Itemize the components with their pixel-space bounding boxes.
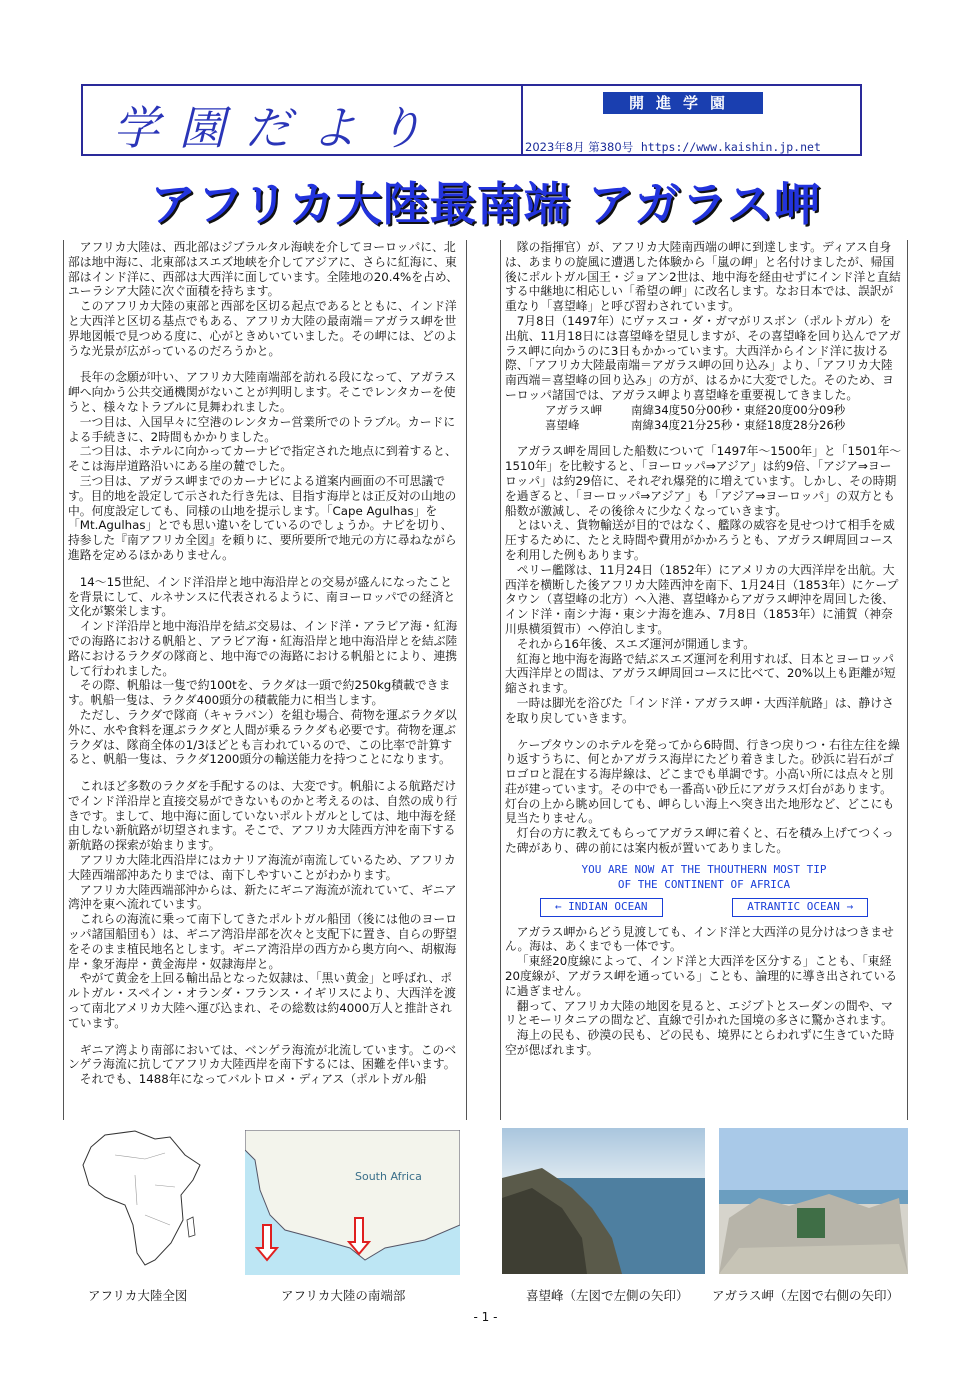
masthead-divider bbox=[521, 86, 523, 154]
paragraph: アガラス岬を周回した船数について「1497年～1500年」と「1501年～1510年」を比較すると、「ヨーロッパ⇒アジア」は約9倍、「アジア⇒ヨーロッパ」は約29倍に、それぞれ爆発的に増えています。しかし、その時期を過ぎると、「ヨーロッパ⇒アジア」も「アジア⇒ヨーロッパ」の双方とも船数が激減し、その後徐々に少なくなっていきます。 bbox=[505, 444, 902, 518]
paragraph: ただし、ラクダで隊商（キャラバン）を組む場合、荷物を運ぶラクダ以外に、水や食料を運ぶラクダと人間が乗るラクダも必要です。荷物を運ぶラクダは、隊商全体の1/3ほどとも言われているので、この比率で計算すると、帆船一隻は、ラクダ1200頭分の輸送能力を持つことになります。 bbox=[68, 707, 457, 767]
paragraph: アフリカ大陸西端部沖からは、新たにギニア海流が流れていて、ギニア湾沖を東へ流れています。 bbox=[68, 882, 457, 912]
paragraph: とはいえ、貨物輸送が目的ではなく、艦隊の威容を見せつけて相手を威圧するために、たとえ時間や費用がかかろうとも、アガラス岬周回コースを利用した例もあります。 bbox=[505, 518, 895, 562]
sign-text bbox=[505, 862, 903, 892]
school-name: 開進学園 bbox=[603, 92, 763, 114]
paragraph: 海上の民も、砂漠の民も、どの民も、境界にとらわれずに生きていた時空が偲ばれます。 bbox=[505, 1028, 895, 1058]
coordinate-row bbox=[545, 418, 903, 433]
paragraph-gap bbox=[505, 432, 903, 444]
coordinates bbox=[545, 403, 903, 433]
coordinate-value: 南緯34度50分00秒・東経20度00分09秒 bbox=[631, 402, 846, 417]
atlantic-ocean-label: ATRANTIC OCEAN → bbox=[732, 898, 868, 917]
site-url[interactable]: https://www.kaishin.jp.net bbox=[640, 140, 821, 154]
indian-ocean-label: ← INDIAN OCEAN bbox=[540, 898, 663, 917]
paragraph-gap bbox=[68, 767, 462, 779]
page-number: - 1 - bbox=[473, 1310, 498, 1324]
paragraph: 紅海と地中海を海路で結ぶスエズ運河を利用すれば、日本とヨーロッパ大西洋岸との間は、アガラス岬周回コースに比べて、20%以上も距離が短縮されます。 bbox=[505, 651, 896, 696]
caption-cape-photo: 喜望峰（左図で左側の矢印） bbox=[526, 1288, 689, 1303]
paragraph: アガラス岬からどう見渡しても、インド洋と大西洋の見分けはつきません。海は、あくまでも一体です。 bbox=[505, 924, 894, 954]
right-column bbox=[500, 240, 908, 1120]
paragraph: アフリカ大陸北西沿岸にはカナリア海流が南流しているため、アフリカ大陸西端部沖あたりまでは、南下しやすいことがわかります。 bbox=[68, 853, 456, 882]
coordinate-row bbox=[545, 403, 903, 418]
cape-of-good-hope-photo bbox=[502, 1128, 705, 1274]
issue-number: 2023年8月 第380号 bbox=[525, 140, 634, 154]
paragraph: それから16年後、スエズ運河が開通します。 bbox=[516, 636, 756, 651]
paragraph: これほど多数のラクダを手配するのは、大変です。帆船による航路だけでインド洋沿岸と直接交易ができないものかと考えるのは、自然の成り行きです。まして、地中海に面していないポルトガルとしては、地中海を経由しない新航路が切望されます。そこで、アフリカ大陸西方沖を南下する新航路の探索が始まります。 bbox=[68, 779, 458, 853]
paragraph: 二つ目は、ホテルに向かってカーナビで指定された地点に到着すると、そこは海岸道路沿いにある崖の麓でした。 bbox=[68, 444, 457, 474]
paragraph: 一つ目は、入国早々に空港のレンタカー営業所でのトラブル。カードによる手続きに、2時間もかかりました。 bbox=[68, 414, 456, 444]
sign-line-2: OF THE CONTINENT OF AFRICA bbox=[617, 877, 791, 891]
paragraph: ギニア湾より南部においては、ベンゲラ海流が北流しています。このベンゲラ海流に抗してアフリカ大陸西岸を南下するには、困難を伴います。 bbox=[68, 1042, 457, 1072]
masthead bbox=[81, 84, 862, 156]
issue-info bbox=[525, 139, 821, 155]
paragraph: これらの海流に乗って南下してきたポルトガル船団（後には他のヨーロッパ諸国船団も）は、ギニア湾沿岸部を次々と支配下に置き、自らの野望をそのまま植民地名とします。ギニア湾沿岸の西方から奥方向へ、胡椒海岸・象牙海岸・黄金海岸・奴隷海岸と。 bbox=[68, 912, 457, 971]
paragraph: ケープタウンのホテルを発ってから6時間、行きつ戻りつ・右往左往を繰り返すうちに、何とかアガラス海岸にたどり着きました。砂浜に岩石がゴロゴロと混在する海岸線は、どこまでも単調です。小高い所には点々と別荘が建っています。その中でも一番高い砂丘にアガラス灯台があります。灯台の上から眺め回しても、岬らしい海上へ突き出た地形など、どこにも見当たりません。 bbox=[505, 737, 900, 826]
caption-south-africa-map: アフリカ大陸の南端部 bbox=[281, 1288, 406, 1303]
caption-africa-map: アフリカ大陸全図 bbox=[88, 1288, 188, 1303]
ocean-labels bbox=[505, 898, 903, 917]
caption-agulhas-photo: アガラス岬（左図で右側の矢印） bbox=[712, 1288, 900, 1303]
paragraph: その際、帆船は一隻で約100tを、ラクダは一頭で約250kg積載できます。帆船一隻は、ラクダ400頭分の積載能力に相当します。 bbox=[68, 678, 451, 708]
paragraph: それでも、1488年になってバルトロメ・ディアス（ポルトガル船 bbox=[79, 1072, 427, 1087]
map-region-label: South Africa bbox=[355, 1170, 422, 1183]
masthead-title: 学園だより bbox=[113, 101, 443, 155]
paragraph-gap bbox=[68, 1031, 462, 1043]
paragraph: 7月8日（1497年）にヴァスコ・ダ・ガマがリスボン（ポルトガル）を出航、11月18日には喜望峰を望見しますが、その喜望峰を回り込んでアガラス岬に向かうのに3日もかかっています。大西洋からインド洋に抜ける際、「アフリカ大陸最南端＝アガラス岬の回り込み」より、「アフリカ大陸南西端＝喜望峰の回り込み」の方が、はるかに大変でした。そのため、ヨーロッパ諸国では、アガラス岬より喜望峰を重要視してきました。 bbox=[505, 313, 901, 402]
paragraph: このアフリカ大陸の東部と西部を区切る起点であるとともに、インド洋と大西洋と区切る基点でもある、アフリカ大陸の最南端＝アガラス岬を世界地図帳で見つめる度に、心がときめいていました。その岬には、どのような光景が広がっているのだろうかと。 bbox=[68, 299, 458, 358]
south-africa-map bbox=[245, 1130, 460, 1275]
paragraph: 翻って、アフリカ大陸の地図を見ると、エジプトとスーダンの間や、マリとモーリタニアの間など、直線で引かれた国境の多さに驚かされます。 bbox=[505, 998, 893, 1028]
paragraph: 一時は脚光を浴びた「インド洋・アガラス岬・大西洋航路」は、静けさを取り戻していきます。 bbox=[505, 695, 894, 725]
paragraph: 14～15世紀、インド洋沿岸と地中海沿岸との交易が盛んになったことを背景にして、ルネサンスに代表されるように、南ヨーロッパでの経済と文化が繁栄します。 bbox=[68, 574, 456, 619]
sign-line-1: YOU ARE NOW AT THE THOUTHERN MOST TIP bbox=[581, 862, 827, 876]
paragraph: 長年の念願が叶い、アフリカ大陸南端部を訪れる段になって、アガラス岬へ向かう公共交通機関がないことが判明します。そこでレンタカーを使うと、様々なトラブルに見舞われました。 bbox=[68, 370, 457, 414]
paragraph-gap bbox=[505, 726, 903, 738]
cape-agulhas-photo bbox=[719, 1128, 908, 1274]
africa-outline-map bbox=[75, 1125, 215, 1275]
paragraph: 三つ目は、アガラス岬までのカーナビによる道案内画面の不可思議です。目的地を設定して示された行き先は、目指す海岸とは正反対の山地の中。何度設定しても、同様の山地を提示します。「Cape Agulhas」を「Mt.Agulhas」とでも思い違いをしているのでしょうか。ナビを切り、持参した『南アフリカ全図』を頼りに、要所要所で地元の方に尋ねながら進路を定めるほかありません。 bbox=[68, 473, 457, 562]
paragraph: 灯台の方に教えてもらってアガラス岬に着くと、石を積み上げてつくった碑があり、碑の前には案内板が置いてありました。 bbox=[505, 826, 894, 856]
paragraph-gap bbox=[68, 358, 462, 370]
paragraph: インド洋沿岸と地中海沿岸を結ぶ交易は、インド洋・アラビア海・紅海での海路における帆船と、アラビア海・紅海沿岸と地中海沿岸とを結ぶ陸路におけるラクダの隊商と、地中海での海路における帆船とにより、連携して行われました。 bbox=[68, 619, 458, 678]
headline: アフリカ大陸最南端 アガラス岬 bbox=[150, 177, 821, 231]
paragraph-gap bbox=[68, 563, 462, 575]
coordinate-place: 喜望峰 bbox=[545, 417, 580, 432]
paragraph: 「東経20度線によって、インド洋と大西洋を区分する」ことも、「東経20度線が、アガラス岬を通っている」ことも、論理的に導き出されているに過ぎません。 bbox=[505, 954, 898, 998]
paragraph: 隊の指揮官）が、アフリカ大陸南西端の岬に到達します。ディアス自身は、あまりの旋風に遭遇した体験から「嵐の岬」と名付けましたが、帰国後にポルトガル国王・ジョアン2世は、地中海を経由せずにインド洋と直結する中継地に相応しい「希望の岬」に改名します。なお日本では、誤訳が重なり「喜望峰」と呼び習わされています。 bbox=[505, 240, 901, 314]
coordinate-place: アガラス岬 bbox=[545, 402, 603, 417]
paragraph: ペリー艦隊は、11月24日（1852年）にアメリカの大西洋岸を出航。大西洋を横断した後アフリカ大陸西沖を南下、1月24日（1853年）にケープタウン（喜望峰の北方）へ入港、喜望峰からアガラス岬沖を周回した後、インド洋・南シナ海・東シナ海を進み、7月8日（1853年）に浦賀（神奈川県横須賀市）へ停泊します。 bbox=[505, 562, 899, 636]
paragraph: アフリカ大陸は、西北部はジブラルタル海峡を介してヨーロッパに、北部は地中海に、北東部はスエズ地峡を介してアジアに、さらに紅海に、東部はインド洋に、西部は大西洋に面しています。全陸地の20.4%を占め、ユーラシア大陸に次ぐ面積を持ちます。 bbox=[68, 240, 458, 299]
coordinate-value: 南緯34度21分25秒・東経18度28分26秒 bbox=[631, 417, 846, 432]
left-column bbox=[63, 240, 467, 1120]
paragraph: やがて黄金を上回る輸出品となった奴隷は、「黒い黄金」と呼ばれ、ポルトガル・スペイン・オランダ・フランス・イギリスにより、大西洋を渡って南北アメリカ大陸へ運び込まれ、その総数は約4000万人と推計されています。 bbox=[68, 971, 456, 1030]
